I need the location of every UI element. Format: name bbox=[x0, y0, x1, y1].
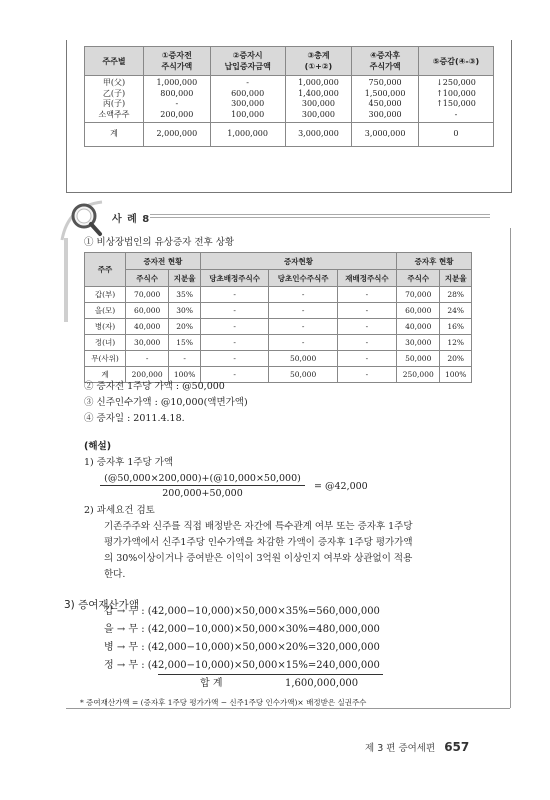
page-footer bbox=[365, 740, 469, 754]
table-cell: 50,000 bbox=[397, 351, 440, 367]
col-header: 증자후 현황 bbox=[397, 253, 472, 270]
table-cell: - bbox=[337, 351, 396, 367]
table-cell: - bbox=[269, 335, 337, 351]
table-cell: - bbox=[200, 351, 268, 367]
table-cell: 40,000 bbox=[126, 319, 169, 335]
table-row bbox=[85, 335, 472, 351]
table-cell: 정(녀) bbox=[85, 335, 126, 351]
col-header: 주주별 bbox=[85, 47, 144, 76]
fraction-result: = @42,000 bbox=[314, 481, 368, 492]
table-cell: 0 bbox=[418, 123, 493, 147]
note: ③ 신주인수가액 : @10,000(액면가액) bbox=[84, 397, 248, 408]
table-cell: - bbox=[269, 287, 337, 303]
sub-header: 당초인수주식주 bbox=[269, 270, 337, 287]
table-cell: - bbox=[169, 351, 201, 367]
table-cell: - bbox=[200, 319, 268, 335]
table-row bbox=[85, 287, 472, 303]
table-cell: 15% bbox=[169, 335, 201, 351]
fraction-denominator: 200,000+50,000 bbox=[162, 488, 243, 499]
solution-title: (해설) bbox=[84, 441, 112, 452]
table-cell: 250,000 bbox=[397, 367, 440, 383]
table-cell: 무(사위) bbox=[85, 351, 126, 367]
table-cell: ↓250,000 ↑100,000 ↑150,000 - bbox=[418, 76, 493, 123]
sub-header: 지분율 bbox=[169, 270, 201, 287]
example-share-table bbox=[84, 252, 472, 383]
table-row bbox=[85, 319, 472, 335]
paragraph-line: 의 30%이상이거나 증여받은 이익이 3억원 이상인지 여부와 상관없이 적용 bbox=[104, 553, 413, 564]
sub-header: 주식수 bbox=[126, 270, 169, 287]
table-cell: 12% bbox=[440, 335, 472, 351]
table-cell: 60,000 bbox=[126, 303, 169, 319]
frame-line bbox=[66, 708, 510, 709]
table-cell: 200,000 bbox=[126, 367, 169, 383]
table-row bbox=[85, 76, 494, 123]
table-cell: - bbox=[337, 303, 396, 319]
step-heading: 2) 과세요건 검토 bbox=[84, 505, 155, 516]
side-accent-bar bbox=[64, 238, 68, 322]
table-cell: 계 bbox=[85, 367, 126, 383]
table-cell: 50,000 bbox=[269, 367, 337, 383]
table-cell: 을(모) bbox=[85, 303, 126, 319]
table-cell: 35% bbox=[169, 287, 201, 303]
table-cell: 1,000,000 1,400,000 300,000 300,000 bbox=[285, 76, 352, 123]
table-cell: 1,000,000 bbox=[210, 123, 285, 147]
col-header: ⑤증감(④-③) bbox=[418, 47, 493, 76]
table-cell: 24% bbox=[440, 303, 472, 319]
table-cell: 20% bbox=[169, 319, 201, 335]
table-cell: 20% bbox=[440, 351, 472, 367]
note: ② 증자전 1주당 가액 : @50,000 bbox=[84, 381, 225, 392]
sub-header: 재배정주식수 bbox=[337, 270, 396, 287]
sub-header: 당초배정주식수 bbox=[200, 270, 268, 287]
paragraph-line: 기존주주와 신주를 직접 배정받은 자간에 특수관계 여부 또는 증자후 1주당 bbox=[104, 521, 413, 532]
table-cell: 16% bbox=[440, 319, 472, 335]
table-cell: 70,000 bbox=[397, 287, 440, 303]
paragraph-line: 평가가액에서 신주1주당 인수가액을 차감한 가액이 증자후 1주당 평가가액 bbox=[104, 537, 413, 548]
example-intro: ① 비상장법인의 유상증자 전후 상황 bbox=[84, 237, 235, 248]
table-cell: 750,000 1,500,000 450,000 300,000 bbox=[352, 76, 419, 123]
table-cell: 40,000 bbox=[397, 319, 440, 335]
table-cell: - bbox=[337, 287, 396, 303]
table-cell: 계 bbox=[85, 123, 144, 147]
calc-line: 정 → 무 : (42,000−10,000)×50,000×15%=240,000,000 bbox=[104, 660, 380, 671]
table-cell: - bbox=[337, 335, 396, 351]
note: ④ 증자일 : 2011.4.18. bbox=[84, 413, 185, 424]
paragraph-line: 한다. bbox=[104, 569, 126, 580]
table-cell: 甲(父) 乙(子) 丙(子) 소액주주 bbox=[85, 76, 144, 123]
col-header: 증자현황 bbox=[200, 253, 396, 270]
step-heading: 3) 증여재산가액 bbox=[64, 599, 139, 611]
table-cell: 갑(부) bbox=[85, 287, 126, 303]
table-total-row bbox=[85, 123, 494, 147]
table-cell: 100% bbox=[169, 367, 201, 383]
sub-header: 지분율 bbox=[440, 270, 472, 287]
col-header: 주주 bbox=[85, 253, 126, 287]
table-cell: 1,000,000 800,000 - 200,000 bbox=[144, 76, 211, 123]
calc-line: 갑 → 무 : (42,000−10,000)×50,000×35%=560,000,000 bbox=[104, 606, 380, 617]
section-title: 제 3 편 증여세편 bbox=[365, 743, 436, 754]
table-cell: - bbox=[269, 303, 337, 319]
sub-header: 주식수 bbox=[397, 270, 440, 287]
col-header: ③총계 (①+②) bbox=[285, 47, 352, 76]
fraction-numerator: (@50,000×200,000)+(@10,000×50,000) bbox=[100, 472, 305, 486]
col-header: ①증자전 주식가액 bbox=[144, 47, 211, 76]
table-cell: 60,000 bbox=[397, 303, 440, 319]
table-cell: 28% bbox=[440, 287, 472, 303]
calc-line: 병 → 무 : (42,000−10,000)×50,000×20%=320,000,000 bbox=[104, 642, 380, 653]
calc-line: 을 → 무 : (42,000−10,000)×50,000×30%=480,000,000 bbox=[104, 624, 380, 635]
divider bbox=[150, 214, 490, 215]
table-cell: 50,000 bbox=[269, 351, 337, 367]
table-cell: - bbox=[126, 351, 169, 367]
col-header: 증자전 현황 bbox=[126, 253, 201, 270]
table-cell: 병(자) bbox=[85, 319, 126, 335]
example-label: 사 례 8 bbox=[112, 214, 151, 225]
col-header: ④증자후 주식가액 bbox=[352, 47, 419, 76]
top-share-table bbox=[84, 46, 494, 147]
table-cell: - 600,000 300,000 100,000 bbox=[210, 76, 285, 123]
divider bbox=[150, 217, 490, 218]
step-heading: 1) 증자후 1주당 가액 bbox=[84, 457, 174, 468]
table-cell: - bbox=[200, 287, 268, 303]
table-cell: - bbox=[200, 335, 268, 351]
col-header: ②증자시 납입증자금액 bbox=[210, 47, 285, 76]
page-number: 657 bbox=[444, 740, 470, 754]
table-cell: 3,000,000 bbox=[352, 123, 419, 147]
table-row bbox=[85, 351, 472, 367]
table-cell: 100% bbox=[440, 367, 472, 383]
table-cell: 30,000 bbox=[397, 335, 440, 351]
table-cell: - bbox=[337, 319, 396, 335]
table-cell: - bbox=[200, 303, 268, 319]
table-cell: 70,000 bbox=[126, 287, 169, 303]
table-row bbox=[85, 303, 472, 319]
sum-label: 합 계 bbox=[200, 678, 223, 689]
sum-underline bbox=[158, 674, 383, 675]
table-cell: 30,000 bbox=[126, 335, 169, 351]
sum-value: 1,600,000,000 bbox=[285, 678, 359, 689]
table-cell: - bbox=[269, 319, 337, 335]
table-cell: - bbox=[200, 367, 268, 383]
table-cell: 3,000,000 bbox=[285, 123, 352, 147]
table-cell: - bbox=[337, 367, 396, 383]
frame-line bbox=[510, 228, 511, 708]
table-cell: 2,000,000 bbox=[144, 123, 211, 147]
footnote: * 증여재산가액 = (증자후 1주당 평가가액 − 신주1주당 인수가액)× 배정받은 실권주수 bbox=[80, 698, 367, 707]
table-cell: 30% bbox=[169, 303, 201, 319]
